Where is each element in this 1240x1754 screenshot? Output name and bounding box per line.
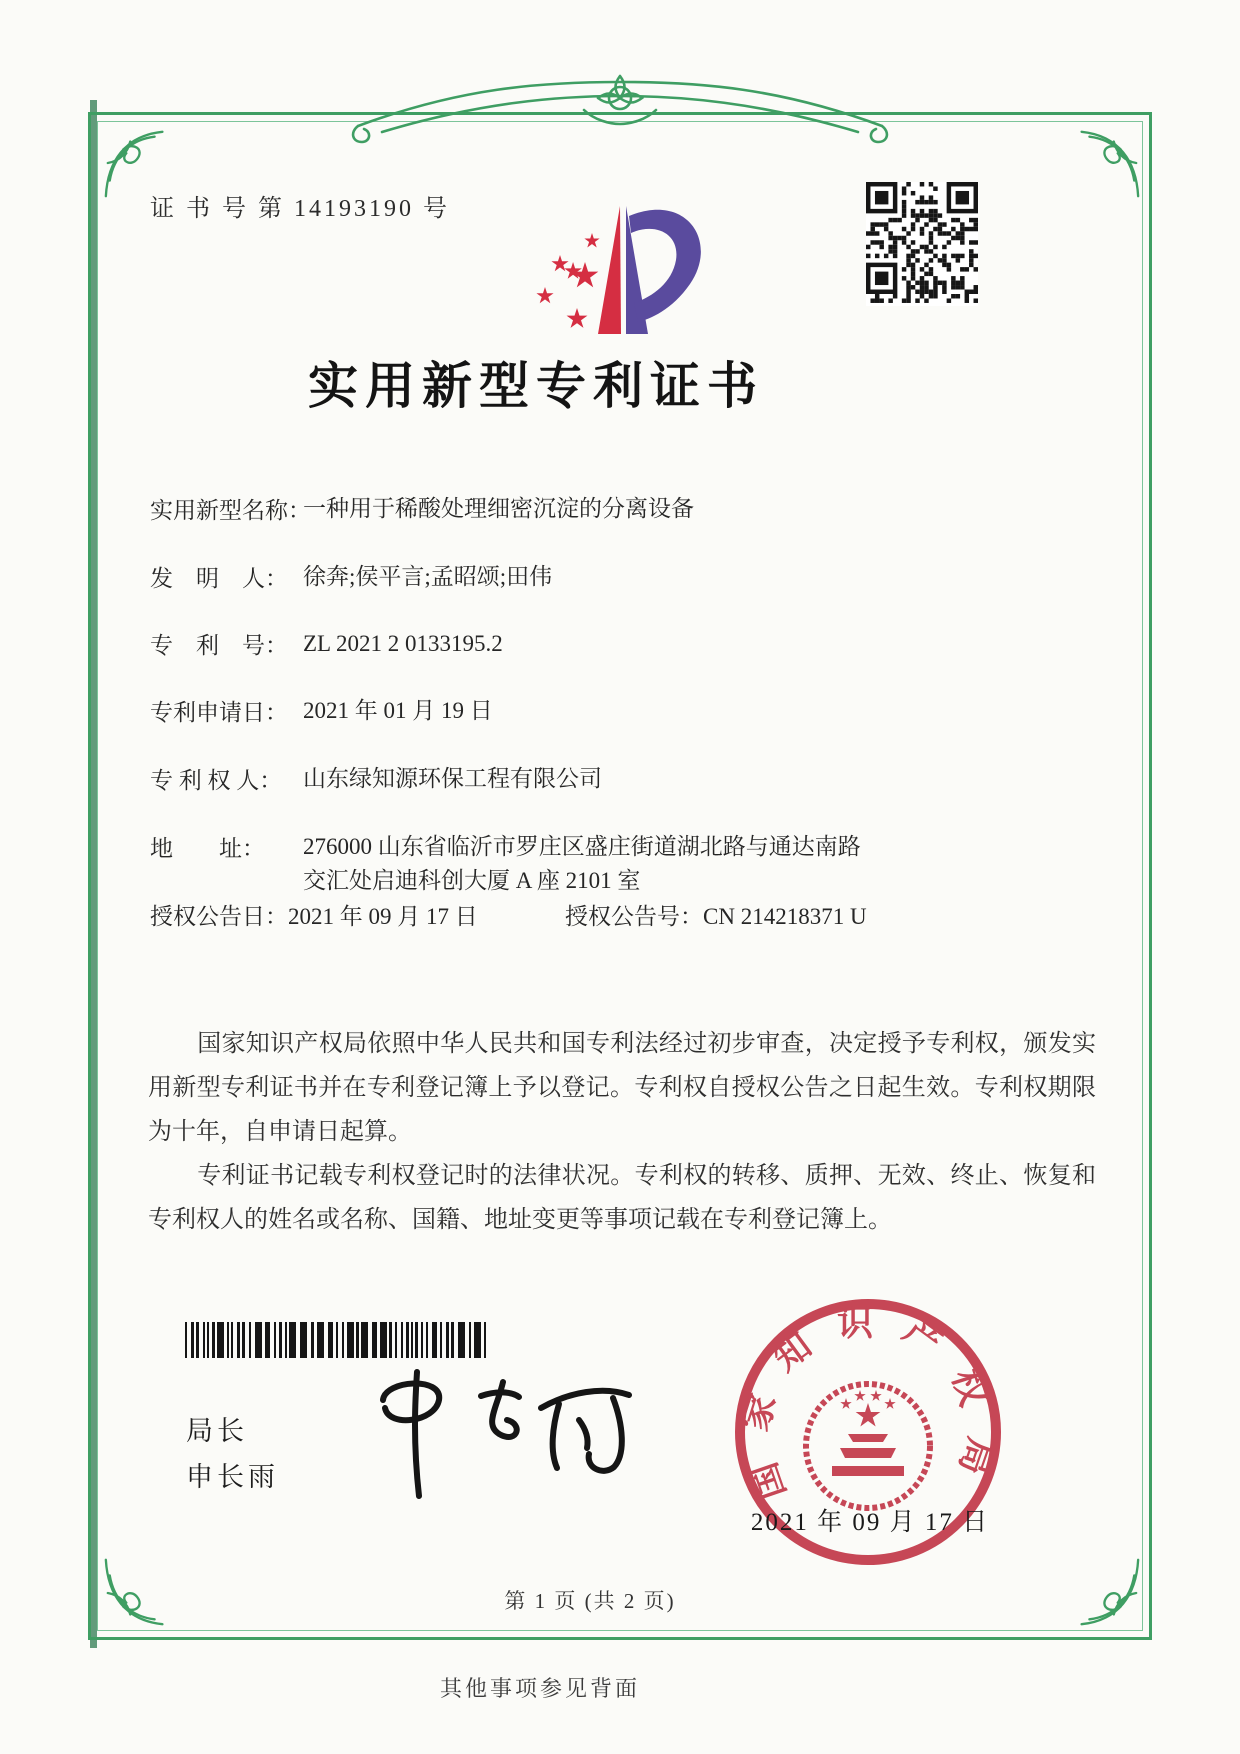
- grant-date-label: 授权公告日：: [150, 904, 288, 929]
- grant-number-label: 授权公告号：: [565, 904, 703, 929]
- legal-paragraph-1: 国家知识产权局依照中华人民共和国专利法经过初步审查，决定授予专利权，颁发实用新型专利证书并在专利登记簿上予以登记。专利权自授权公告之日起生效。专利权期限为十年，自申请日起算。: [148, 1031, 1096, 1145]
- field-row-patentee: [150, 762, 1100, 796]
- field-value: 2021 年 01 月 19 日: [303, 698, 493, 723]
- field-row-utility-model-name: [150, 492, 1100, 526]
- field-value: 徐奔;侯平言;孟昭颂;田伟: [303, 564, 553, 589]
- field-value: 一种用于稀酸处理细密沉淀的分离设备: [303, 496, 694, 521]
- field-label: 专 利 号：: [150, 633, 288, 658]
- field-row-inventors: [150, 560, 1100, 594]
- field-row-grant-announcement: [150, 898, 1100, 931]
- seal-ring-text: 国家知识产权局: [734, 1302, 1002, 1505]
- page-number: 第 1 页 (共 2 页): [504, 1589, 676, 1613]
- field-label: 发 明 人：: [150, 566, 288, 591]
- national-emblem-icon: [806, 1384, 930, 1508]
- certificate-number: 证 书 号 第 14193190 号: [150, 196, 450, 222]
- address-line-2: 交汇处启迪科创大厦 A 座 2101 室: [303, 868, 641, 893]
- address-line-1: 276000 山东省临沂市罗庄区盛庄街道湖北路与通达南路: [303, 834, 861, 859]
- field-value: 山东绿知源环保工程有限公司: [303, 766, 602, 791]
- grant-number-value: CN 214218371 U: [703, 904, 867, 929]
- director-signature: [355, 1362, 655, 1512]
- legal-paragraph-2: 专利证书记载专利权登记时的法律状况。专利权的转移、质押、无效、终止、恢复和专利权人的姓名或名称、国籍、地址变更等事项记载在专利登记簿上。: [148, 1163, 1096, 1233]
- field-value: [303, 830, 1100, 898]
- back-side-note: 其他事项参见背面: [439, 1676, 640, 1701]
- legal-text-block: [148, 1022, 1096, 1242]
- field-label: 地 址：: [150, 836, 265, 861]
- field-value: ZL 2021 2 0133195.2: [303, 631, 503, 656]
- cnipa-logo-icon: [505, 186, 720, 338]
- field-row-application-date: [150, 694, 1100, 728]
- signer-name: 申长雨: [186, 1462, 279, 1492]
- field-label: 实用新型名称：: [150, 498, 311, 523]
- qr-code: [866, 182, 978, 306]
- field-label: 专利申请日：: [150, 700, 288, 725]
- barcode: [185, 1322, 490, 1358]
- field-row-address: [150, 830, 1100, 898]
- field-label: 专 利 权 人：: [150, 768, 283, 793]
- signer-title: 局长: [186, 1416, 248, 1446]
- field-row-patent-number: [150, 627, 1100, 661]
- page-title: 实用新型专利证书: [308, 358, 764, 414]
- seal-date: 2021 年 09 月 17 日: [750, 1509, 990, 1536]
- signer-block: [186, 1408, 279, 1500]
- corner-flourish-icon: [1066, 124, 1144, 202]
- top-crest-ornament-icon: [340, 64, 900, 150]
- grant-date-value: 2021 年 09 月 17 日: [288, 904, 478, 929]
